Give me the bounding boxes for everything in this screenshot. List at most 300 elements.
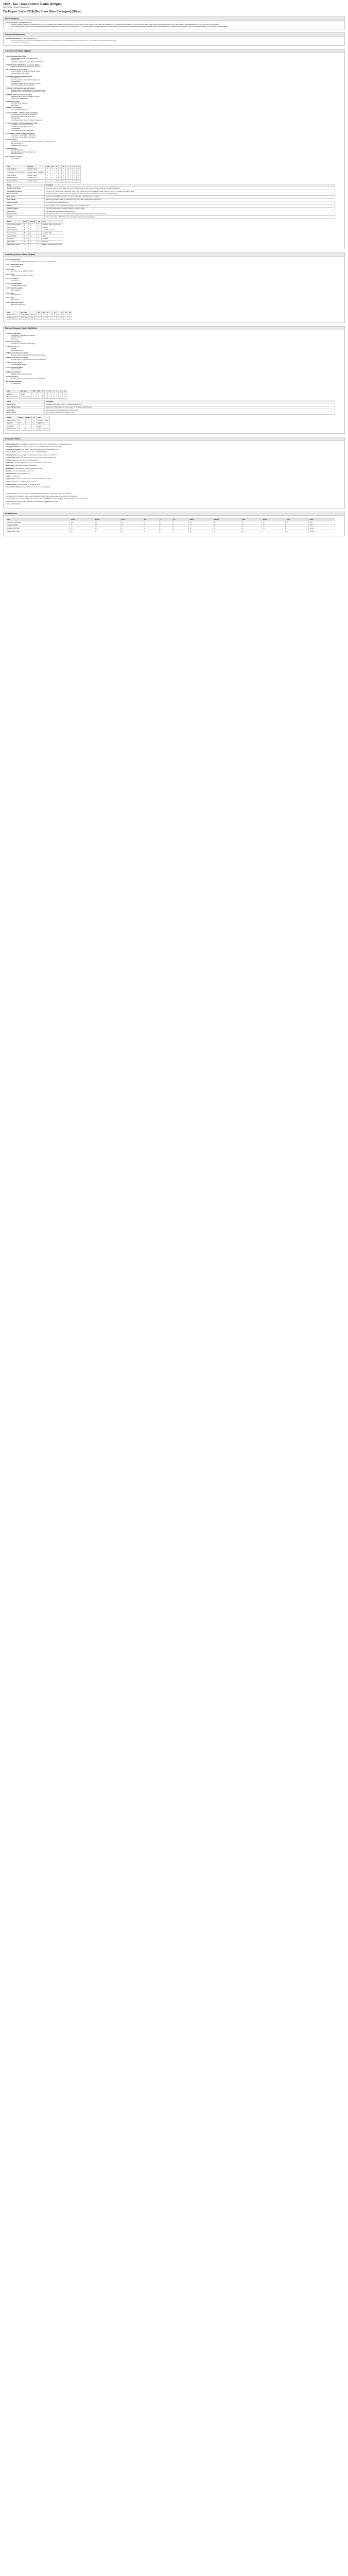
column-header: Strength <box>24 416 32 419</box>
unit-entry-name: MV4 Shield Drone (12pts) <box>6 381 22 383</box>
table-cell: MV4 Shield Drone <box>6 177 26 180</box>
rule-text: 4+ invulnerable save. <box>17 472 30 474</box>
unit-entry-line: Crisis Battlesuit <box>11 128 20 130</box>
table-cell: 4 <box>58 168 62 171</box>
unit-entry-line: Crisis Shas'ui (25pts): Plasma Rifle, Burst Cannon <box>11 82 41 84</box>
ability-description: The unit may make a 2D6" thrust move in the Assault phase instead of assaulting. <box>45 216 335 219</box>
table-cell: Assault 2, Pinning <box>37 419 50 422</box>
column-header: A <box>60 311 63 314</box>
unit-entry-name: XV SHAS'COUNCIL - XV8 Crisis Battlesuits (75pts) <box>6 122 38 124</box>
rule-text: Units within 6" may target the same enemy unit and add +1 to hit. <box>21 449 60 451</box>
unit-entry <box>6 259 342 263</box>
unit-entry-line: Rail Rifle <box>11 348 16 350</box>
ability-name: Recon Drone <box>6 403 45 406</box>
page-title: 1862 - Tau : Area Control Cadre (100pts) <box>3 3 62 6</box>
table-cell: 60" <box>22 234 29 238</box>
unit-entry-name: XV SHAS'COUNCIL - XV8 Crisis Battlesuits (75pts) <box>6 112 38 114</box>
rule-name: Relentless: <box>6 470 13 472</box>
section-heading: Ranged Support Cadre (4x55pts) <box>4 327 344 330</box>
column-header: S <box>159 518 172 521</box>
column-header: Wounds <box>213 518 241 521</box>
column-header: W <box>48 390 51 393</box>
selection-note: The list was built for combat, its basic to note (compatible) of which scoring pairing would not be obtained by a Tau player. <box>6 495 78 497</box>
army-line: Tau Empire: Cadre (2019) [Tau Green Blade Contingent] (100pts) <box>3 10 82 13</box>
unit-entry-line: Crisis Shas'ui: Plasma Rifle, Shield Drone <box>11 115 36 117</box>
table-cell: Rail Rifle <box>6 422 18 425</box>
unit-entry <box>6 56 342 63</box>
table-cell: 3 <box>46 317 49 320</box>
table-cell: 10 <box>94 527 120 530</box>
unit-entry-line: Pathfinder Shas'ui <box>11 336 22 338</box>
table-cell: 3 <box>65 171 68 174</box>
illustrations-table <box>6 518 335 533</box>
table-cell: 36" <box>17 425 24 428</box>
column-header: BS <box>50 165 55 168</box>
table-cell: 24" <box>188 521 213 524</box>
table-cell: 30" <box>188 530 213 533</box>
column-header: Unit Type <box>19 390 31 393</box>
column-header: A <box>55 390 59 393</box>
table-row <box>6 243 63 246</box>
table-cell: Plasma Rifle <box>6 241 22 244</box>
unit-text: At the start of each turn, you pick one friendly Ethereal for every extra Tau-like infantry member. Each friendly Ethereal unit gets a 4+ invul until the end of the phase that you are in. <box>11 40 117 42</box>
column-header: S <box>46 311 49 314</box>
unit-entry-line: Broadside Shas'ui: Heavy Rail Rifle <box>11 373 32 375</box>
column-header: S <box>41 390 44 393</box>
table-cell: 4+ <box>262 527 286 530</box>
column-header: BS <box>42 311 46 314</box>
table-cell: Pathfinder <box>6 393 20 396</box>
table-cell: Commander (XV8 Crisis Suit) <box>6 171 26 174</box>
column-header: Unit Type <box>20 311 37 314</box>
table-cell: 4 <box>50 174 55 177</box>
table-cell: 6 <box>159 530 172 533</box>
unit-entry <box>6 88 342 93</box>
table-cell: 8 <box>73 180 77 183</box>
rule-name: Velocity Tracker: <box>6 483 16 485</box>
table-cell: 10 <box>29 234 37 238</box>
section-heading: Selection Rules <box>4 437 344 441</box>
table-cell: 5 <box>55 174 58 177</box>
table-cell: - <box>285 527 308 530</box>
ability-description: The model may choose to fire Snap Shots at full BS against flyers and swooping monstrous creatures. <box>45 213 335 216</box>
selection-note: Alternatively for sources of Green Blade cadre selection, choose a 5 Pathfinders strike. Tau Rules / Drone Strike Rules are available below. <box>6 498 88 500</box>
ability-name: Target Lock <box>6 210 45 213</box>
table-cell: 2 <box>46 180 50 183</box>
unit-entry-name: Stealth Shas'ui (15pts) <box>6 100 20 103</box>
unit-entry <box>6 94 342 100</box>
selection-note: Drones and units count as a 'drone Fire team' for the purpose of calculating Line of Sight. <box>6 501 59 503</box>
column-header: Ld <box>63 311 67 314</box>
rule-text: +1 cover save. <box>11 476 20 478</box>
unit-entry-line: Markerlight, Target Lock <box>11 303 25 306</box>
rule-text: Models can move 2D6" in the assault phase. <box>12 460 39 462</box>
core-section <box>3 49 345 249</box>
table-cell: Core (Green Blade) <box>6 524 70 527</box>
rule-name: Drone Controller: <box>6 451 17 453</box>
rule-text: This unit can regroup even if reduced below 25% of its starting strength. <box>20 446 62 448</box>
unit-entry-line: Crisis Battlesuit <box>11 117 20 120</box>
unit-entry-line: Broadside Battlesuit <box>11 149 23 151</box>
table-cell: Heavy 1 <box>37 425 50 428</box>
unit-entry-line: Crisis Shas'ui (25pts): 2x Plasma Rifle <box>11 129 33 131</box>
table-cell: 14 <box>120 527 143 530</box>
column-header: Strength <box>29 220 37 223</box>
column-header: BS <box>143 518 160 521</box>
table-cell: Rapid Fire <box>41 241 63 244</box>
column-header: W <box>62 165 65 168</box>
selection-rules-list <box>4 441 344 490</box>
rule-name: Nova Reactor: <box>6 467 15 469</box>
ability-description: The model may fire at a different target to its unit. <box>45 210 335 213</box>
table-cell: Broadside Shas'ui <box>6 396 20 399</box>
rule-text: Can fire at a different target to its unit. <box>14 481 37 483</box>
unit-entry-line: 5x Pathfinder: Pulse Carbine, Markerlight <box>11 343 36 345</box>
unit-entry-line: Crisis Shas'ui (25pts): 2x Fusion Blaster <box>11 84 34 87</box>
table-cell: Rapid Fire <box>37 422 50 425</box>
unit-entry-name: 4x MV1 Gun Drone (8pts) <box>6 362 22 364</box>
column-header: Range <box>188 518 213 521</box>
column-header: Name <box>6 220 22 223</box>
table-cell: 2+ <box>77 180 81 183</box>
rule-text: Once per game the Ethereal can call upon one of the invocations. <box>18 454 57 456</box>
table-cell: 3 <box>143 530 160 533</box>
unit-entry-name: XV88 Shas'ui Suit (37pts) <box>6 107 22 109</box>
ability-name: Seeker Missile <box>6 412 45 415</box>
table-cell: Jet Pack Infantry (Character) <box>26 171 46 174</box>
table-cell: 2 <box>37 314 41 317</box>
section-heading: Auxiliary (Green Blade x10pts) <box>4 253 344 257</box>
rule-name: Multi-Tracker: <box>6 465 15 467</box>
unit-entry-line: Shield Generator <box>11 368 21 370</box>
unit-entry <box>6 264 342 267</box>
table-cell: Assault 4 <box>41 226 63 229</box>
table-cell: 1 <box>69 177 73 180</box>
ability-description: A model with a drone controller may use its own BS for its Drone weapons; the drones do not need to be separate targets. <box>45 193 335 196</box>
table-cell: 1 <box>37 234 42 238</box>
table-cell: 2 <box>55 396 59 399</box>
table-cell: 1 <box>60 317 63 320</box>
table-cell: 2 <box>32 393 37 396</box>
table-cell: 4 <box>37 238 42 241</box>
table-cell: 5+ <box>285 521 308 524</box>
table-cell: Support <box>308 530 335 533</box>
table-cell: 4 <box>57 314 60 317</box>
unit-entry-name: XV-CB OTHER - XV8 Crisis Battlesuits (60pts) <box>6 132 35 134</box>
table-cell: 3 <box>62 180 65 183</box>
table-cell: 5 <box>58 180 62 183</box>
rule-name: Shield Generator: <box>6 472 17 474</box>
unit-entry-line: 2x Shield Drone <box>11 158 21 160</box>
unit-entry-name: XV25 EKS - XV88 Broadside Battlesuit (60pts) <box>6 88 35 90</box>
unit-entry-line: Crisis Shas'ui (25pts): 2x Missile Pod, Target Lock <box>11 79 41 81</box>
unit-entry <box>6 112 342 122</box>
table-cell: 4 <box>29 223 37 226</box>
column-header: I <box>51 390 55 393</box>
unit-entry <box>6 341 342 345</box>
unit-entry-name: 4x MV1 Gun Drone (8pts) <box>6 283 22 285</box>
unit-entry-name: XV88 Broadside Battlesuits (60pts) <box>6 357 28 359</box>
unit-entry-line: Broadside Shas'ui: High Yield Missile Pods <box>11 151 37 153</box>
table-cell: 5 <box>41 396 44 399</box>
table-cell: 8 <box>73 168 77 171</box>
unit-entry-line: Crisis Battlesuit <box>11 59 20 61</box>
unit-entry-line: Ghostkeel Shas'vre: Cyclic Ion Raker, 2x Flamer <box>11 96 40 98</box>
unit-entry-line: Broadside Shas'ui: Smart Missile System, Velocity Tracker <box>11 378 45 380</box>
table-cell: 4+ <box>262 521 286 524</box>
unit-entry-line: Shield Drone x4 <box>11 280 21 282</box>
selection-rule <box>6 472 342 478</box>
table-cell: Assault 1, Melta <box>41 232 63 235</box>
table-cell: 7 <box>59 393 63 396</box>
table-cell: Infantry <box>19 393 31 396</box>
table-cell: 4+ <box>77 177 81 180</box>
table-cell: 34 <box>94 521 120 524</box>
rule-text: In Troops/Elites you add Crisis Suit units to your force; each Crisis unit counts as scoring. <box>19 443 72 445</box>
unit-entry <box>6 371 342 375</box>
unit-entry <box>6 357 342 361</box>
ranged-support-section <box>3 326 345 434</box>
table-cell: 3 <box>32 428 37 431</box>
ability-name: Multi-Tracker <box>6 196 45 199</box>
table-row <box>6 530 335 533</box>
column-header: Save <box>241 518 262 521</box>
selection-rule <box>6 468 342 470</box>
rule-name: Coordinated Firepower: <box>6 449 21 451</box>
intro-title: Area Control Cadre - Fastlight Exclusions <box>6 22 32 24</box>
table-cell: 18" <box>22 226 29 229</box>
unit-entry <box>6 269 342 273</box>
section-heading: Illustrations <box>4 512 344 516</box>
unit-entry <box>6 349 342 356</box>
table-cell: 4 <box>57 317 60 320</box>
table-cell: 7 <box>63 317 67 320</box>
column-header: WS <box>32 390 37 393</box>
table-cell: 4 <box>58 174 62 177</box>
ranged-abilities-table <box>6 400 335 415</box>
table-cell: MV4 Shield Drone <box>6 317 20 320</box>
table-cell: Jet Pack Infantry <box>26 168 46 171</box>
unit-entry <box>6 69 342 75</box>
unit-entry-name: Drones (5pts) <box>6 273 14 275</box>
ability-name: Shield Generator <box>6 201 45 205</box>
table-cell: 5 <box>24 419 32 422</box>
table-cell: Jet Pack Infantry (Drone) <box>20 314 37 317</box>
table-cell: 3 <box>41 393 44 396</box>
table-row <box>6 396 67 399</box>
table-cell: 2 <box>69 168 73 171</box>
table-cell: 4 <box>49 314 53 317</box>
table-cell: 2 <box>65 180 68 183</box>
table-cell: Assault 2 <box>41 238 63 241</box>
unit-entry <box>6 297 342 301</box>
table-cell: 1 <box>53 317 57 320</box>
column-header: Unit <box>6 311 20 314</box>
rule-name: Battlesuit Specialist: <box>6 443 19 445</box>
table-cell: Assault 1, Blast, Ignores Cover <box>41 223 63 226</box>
auxiliary-section <box>3 252 345 323</box>
unit-entry <box>6 274 342 277</box>
unit-entry <box>6 362 342 366</box>
unit-entry-line: Recon Drone <box>11 338 19 340</box>
unit-entry-name: CIVS - Scholastica Cadre (44pts) <box>6 56 27 58</box>
abilities-table <box>6 184 335 219</box>
ability-name: Name <box>6 400 45 403</box>
table-cell: 3 <box>46 174 50 177</box>
table-cell: 3 <box>55 177 58 180</box>
unit-entry-line: Crisis Shas'vre: Fusion Blaster, Missile Pod <box>11 114 37 116</box>
table-cell: 3 <box>172 524 188 527</box>
table-cell: Heavy 1, One Use <box>37 428 50 431</box>
rule-text: Units may fire overwatch in support of adjacent friendly units. <box>20 456 56 459</box>
table-cell: 2 <box>50 177 55 180</box>
table-cell: MV1 Gun Drone <box>6 314 20 317</box>
table-cell: Ranged Support Cadre <box>6 530 70 533</box>
column-header: Type <box>37 416 50 419</box>
table-cell: Markerlight <box>6 425 18 428</box>
table-cell: 4+ <box>67 314 72 317</box>
table-cell: 3 <box>37 396 41 399</box>
table-row <box>6 428 50 431</box>
table-row <box>6 412 335 415</box>
table-cell: 3 <box>37 393 41 396</box>
ability-description: A model with a Multi-Tracker can fire one more weapon than would otherwise be permitted. <box>45 196 335 199</box>
column-header: T <box>58 165 62 168</box>
table-cell: 3+ <box>241 521 262 524</box>
ability-name: Grav-Inhibitor Drone <box>6 406 45 409</box>
table-cell: 7 <box>73 177 77 180</box>
table-cell: - <box>285 524 308 527</box>
table-cell: 38 <box>120 524 143 527</box>
table-cell: 4 <box>69 171 73 174</box>
table-cell: 6 <box>24 422 32 425</box>
table-cell: 4 <box>58 177 62 180</box>
table-cell: 1 <box>53 314 57 317</box>
unit-entry-line: Sniper Drone <box>11 299 19 301</box>
table-cell: 2 <box>65 168 68 171</box>
unit-name: WILLING BODYGUARD - ( 5 Pining Detachment ) <box>6 38 37 40</box>
unit-entry <box>6 367 342 370</box>
table-cell: Missile Pod <box>6 238 22 241</box>
primary-detachment-section <box>3 32 345 46</box>
ability-description: Select any one Nova mode at the beginning of your turn; it lasts until the start of your next turn. <box>45 198 335 201</box>
unit-entry-line: Crisis Shas'ui: Fusion Blaster, Missile Pod <box>11 134 36 137</box>
table-cell: 5 <box>29 226 37 229</box>
core-list <box>4 53 344 162</box>
unit-entry-line: Markerlight Drone <box>11 294 22 296</box>
table-cell: 2 <box>51 396 55 399</box>
column-header: Notes <box>308 518 335 521</box>
unit-entry-name: XV88 Broadside (50pts) <box>6 371 21 374</box>
unit-entry-line: Crisis Shas'ui (25pts): Cyclic Ion Blaster, Target Lock <box>11 119 42 121</box>
table-cell: Heavy 1 <box>41 234 63 238</box>
table-cell: 18" <box>22 223 29 226</box>
rule-text: The model may use one Nova ability per turn. <box>15 467 42 469</box>
illustrations-section <box>3 512 345 536</box>
table-cell: 5 <box>37 243 42 246</box>
table-cell: 30" <box>17 422 24 425</box>
unit-entry-line: Cyclic Ion Blaster x1, Advanced Targeting System <box>11 71 41 73</box>
table-cell: Pulse Carbine <box>6 419 18 422</box>
table-cell: 2+ <box>63 396 67 399</box>
column-header: Points <box>70 518 94 521</box>
table-cell: 6 <box>94 530 120 533</box>
table-cell: 2 <box>69 180 73 183</box>
table-cell: 6 <box>37 223 42 226</box>
table-cell: 5+ <box>241 530 262 533</box>
table-cell: 100 <box>70 521 94 524</box>
rule-text: All drones in the unit use the model's Ballistic Skill. <box>17 451 47 453</box>
table-cell: 3 <box>44 393 48 396</box>
unit-entry-line: Broadside Shas'ui: Heavy Rail Rifle, Two Seeker Missiles, Velocity Tracker <box>11 141 55 143</box>
table-cell: 2 <box>37 317 41 320</box>
table-cell: 61 <box>70 524 94 527</box>
ability-name: Nova Charge <box>6 198 45 201</box>
ability-name: Coordinated Firepower <box>6 190 45 193</box>
unit-entry-line: Broadside Shas'ui: Heavy Rail Rifle, Smart Missile System <box>11 354 46 356</box>
unit-entry-name: XV88 Broadside Battlesuits (60pts) <box>6 352 28 354</box>
ability-name: Drone Controller <box>6 193 45 196</box>
table-cell: 72" <box>17 428 24 431</box>
table-cell: 9 <box>73 174 77 177</box>
table-cell: 5 <box>50 171 55 174</box>
table-cell: 5 <box>37 226 42 229</box>
table-cell: 5 <box>55 168 58 171</box>
unit-entry <box>6 293 342 296</box>
unit-entry-name: MV4 Shield Drone (12pts) <box>6 156 22 158</box>
column-header: Name <box>6 416 18 419</box>
selection-note: Created with BattleScribe <box>6 503 21 505</box>
table-cell: 2 <box>42 314 46 317</box>
ability-description: Description <box>45 184 335 187</box>
table-cell: Burst Cannon <box>6 226 22 229</box>
rule-name: Supporting Fire: <box>6 478 16 480</box>
unit-entry-line: 5x Pathfinder: Pulse Carbine, Markerlight <box>11 334 36 336</box>
table-cell: 24" <box>22 241 29 244</box>
ranged-support-list <box>4 330 344 387</box>
table-cell: 5 <box>159 521 172 524</box>
table-cell: 10 <box>120 530 143 533</box>
unit-entry-name: Broadside (42pts) <box>6 147 17 149</box>
selection-rule <box>6 451 342 453</box>
rule-text: Can fire heavy weapons and move. <box>13 470 34 472</box>
table-cell: 3+ <box>77 171 81 174</box>
table-cell: 4+ <box>262 524 286 527</box>
table-cell: 11 <box>213 530 241 533</box>
table-cell: 54 <box>213 521 241 524</box>
ability-description: For the first turn with an ability that permits, this unit may shoot as one unit combined with friendly Crisis units within 6" and double the targeting range. <box>45 190 335 193</box>
table-cell: Jet Pack Infantry <box>26 180 46 183</box>
unit-entry-line: Shield Generator <box>11 290 21 291</box>
table-cell: 3+ <box>77 174 81 177</box>
table-cell: 5+ <box>285 530 308 533</box>
table-cell: 10 <box>213 527 241 530</box>
table-cell: 4 <box>46 171 50 174</box>
table-cell: Tau Empire: Cadre (2019) <box>6 521 70 524</box>
unit-entry-name: 4x MV1 Marker Drone (8pts) <box>6 264 24 266</box>
column-header: Ld <box>73 165 77 168</box>
unit-entry-name: 4x MV7 Marker Drone (8pts) <box>6 301 24 303</box>
table-cell: 7 <box>63 314 67 317</box>
ability-description: Pathfinders with a Recon Drone re-roll failed Markerlight hits. <box>45 403 335 406</box>
table-cell: 21 <box>70 527 94 530</box>
table-cell: 4 <box>65 177 68 180</box>
table-cell: Jet Pack Infantry <box>26 174 46 177</box>
table-cell: 2 <box>32 396 37 399</box>
selection-note: Any Battlesuit-type unit can choose their warlord traits from the Tau codex; if they have no trait, roll on the table. <box>6 493 72 495</box>
table-cell: 3 <box>69 174 73 177</box>
unit-entry <box>6 64 342 68</box>
